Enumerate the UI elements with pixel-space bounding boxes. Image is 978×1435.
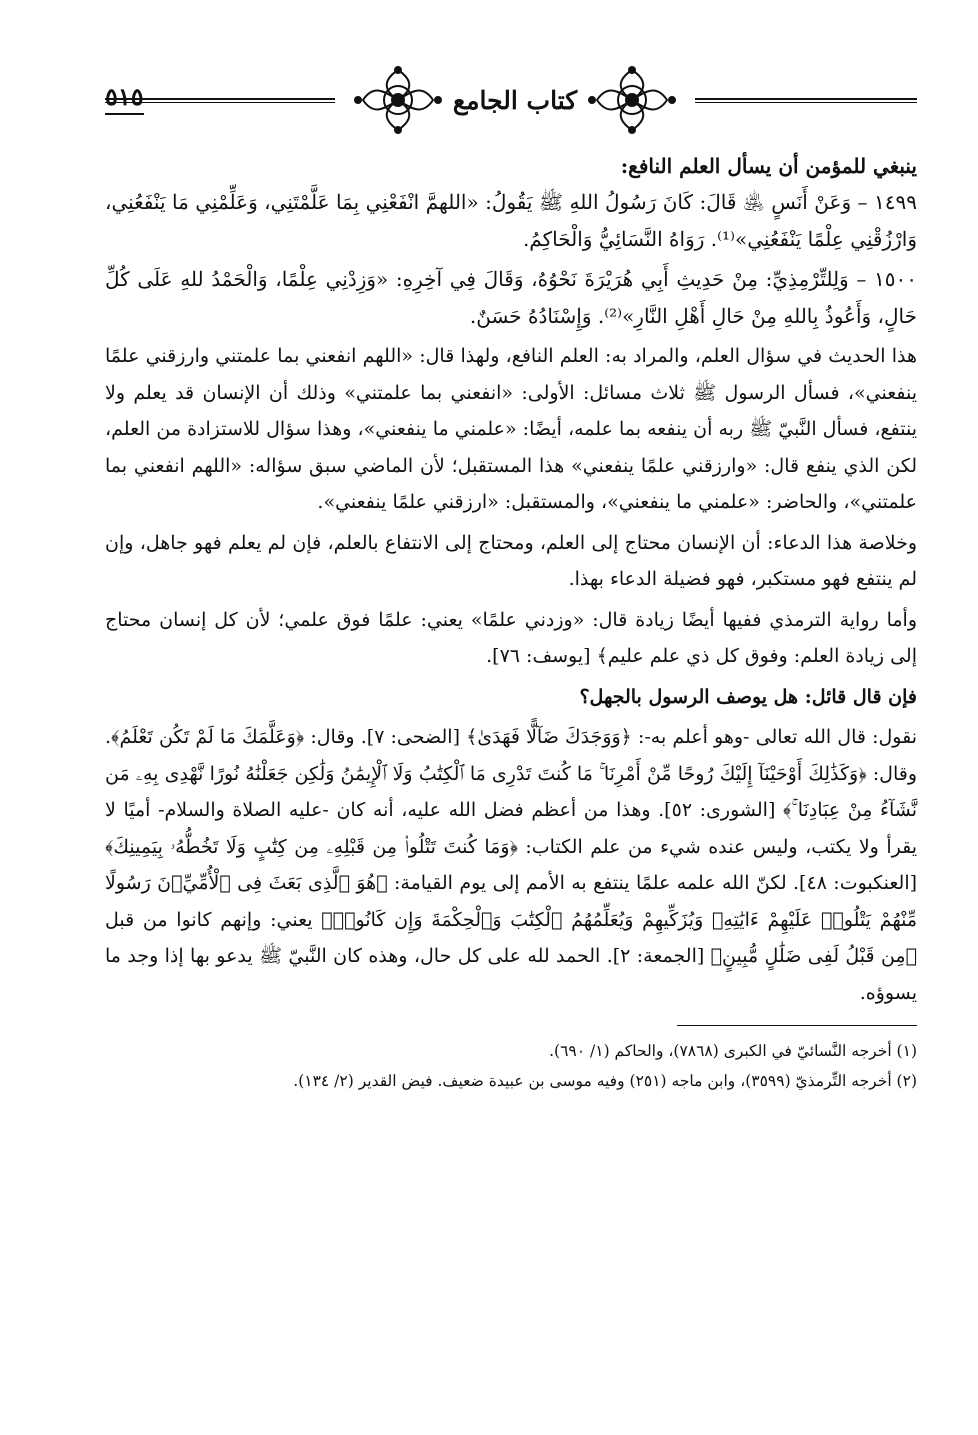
footnote-1: (١) أخرجه النَّسائيّ في الكبرى (٧٨٦٨)، والحاكم (١/ ٦٩٠). — [549, 1042, 917, 1060]
footnote-separator — [677, 1025, 917, 1026]
footnote-2: (٢) أخرجه التِّرمذيّ (٣٥٩٩)، وابن ماجه (٢٥١) وفيه موسى بن عبيدة ضعيف. فيض القدير (٢/ ١٣٤). — [293, 1072, 917, 1090]
section-heading: ينبغي للمؤمن أن يسأل العلم النافع: — [620, 154, 917, 178]
right-ornament-icon — [587, 65, 677, 135]
answer-paragraph: نقول: قال الله تعالى -وهو أعلم به-: ﴿وَوَجَدَكَ ضَآلًّا فَهَدَىٰ﴾ [الضحى: ٧]. وقال: ﴿وَعَلَّمَكَ مَا لَمْ تَكُن تَعْلَمُ﴾. وقال: ﴿وَكَذَٰلِكَ أَوْحَيْنَآ إِلَيْكَ رُوحًا مِّنْ أَمْرِنَا ۚ مَا كُنتَ تَدْرِى مَا ٱلْكِتَٰبُ وَلَا ٱلْإِيمَٰنُ وَلَٰكِن جَعَلْنَٰهُ نُورًا نَّهْدِى بِهِۦ مَن نَّشَآءُ مِنْ عِبَادِنَا ۚ﴾ [الشورى: ٥٢]. وهذا من أعظم فضل الله عليه، أنه كان -عليه الصلاة والسلام- أميًا لا يقرأ ولا يكتب، وليس عنده شيء من علم الكتاب: ﴿وَمَا كُنتَ تَتْلُوا۟ مِن قَبْلِهِۦ مِن كِتَٰبٍ وَلَا تَخُطُّهُۥ بِيَمِينِكَ﴾ [العنكبوت: ٤٨]. لكنّ الله علمه علمًا ينتفع به الأمم إلى يوم القيامة: ﴿هُوَ ٱلَّذِى بَعَثَ فِى ٱلْأُمِّيِّۦنَ رَسُولًا مِّنْهُمْ يَتْلُوا۟ عَلَيْهِمْ ءَايَٰتِهِۦ وَيُزَكِّيهِمْ وَيُعَلِّمُهُمُ ٱلْكِتَٰبَ وَٱلْحِكْمَةَ وَإِن كَانُوا۟﴾ يعني: وإنهم كانوا من قبل ﴿مِن قَبْلُ لَفِى ضَلَٰلٍ مُّبِينٍ﴾ [الجمعة: ٢]. الحمد لله على كل حال، وهذه كان النَّبيّ ﷺ يدعو بها إذا وجد ما يسوؤه. — [105, 726, 918, 1004]
page-title: كتاب الجامع — [443, 86, 587, 115]
hadith-1499: ١٤٩٩ – وَعَنْ أَنَسٍ ﵁ قَالَ: كَانَ رَسُولُ اللهِ ﷺ يَقُولُ: «اللهمَّ انْفَعْنِي بِمَا عَلَّمْتَنِي، وَعَلِّمْنِي مَا يَنْفَعُنِي، وَارْزُقْنِي عِلْمًا يَنْفَعُنِي»⁽¹⁾. رَوَاهُ النَّسَائِيُّ وَالْحَاكِمُ. — [105, 190, 917, 251]
hadith-1500: ١٥٠٠ – وَلِلتِّرْمِذِيِّ: مِنْ حَدِيثِ أَبِي هُرَيْرَةَ نَحْوُهُ، وَقَالَ فِي آخِرِهِ: «وَزِدْنِي عِلْمًا، وَالْحَمْدُ للهِ عَلَى كُلِّ حَالٍ، وَأَعُوذُ بِاللهِ مِنْ حَالِ أَهْلِ النَّارِ»⁽²⁾. وَإِسْنَادُهُ حَسَنٌ. — [105, 267, 917, 328]
page-number: ٥١٥ — [105, 82, 144, 115]
title-cartouche — [335, 60, 695, 140]
commentary-paragraph: وخلاصة هذا الدعاء: أن الإنسان محتاج إلى العلم، ومحتاج إلى الانتفاع بالعلم، فإن لم يعلم فهو جاهل، وإن لم ينتفع فهو مستكبر، فهو فضيلة الدعاء بهذا. — [105, 531, 917, 590]
document-page — [105, 60, 917, 1096]
commentary-paragraph: هذا الحديث في سؤال العلم، والمراد به: العلم النافع، ولهذا قال: «اللهم انفعني بما علمتني وارزقني علمًا ينفعني»، فسأل الرسول ﷺ ثلاث مسائل: الأولى: «انفعني بما علمتني» وذلك أن الإنسان قد يعلم ولا ينتفع، فسأل النَّبيّ ﷺ ربه أن ينفعه بما علمه، أيضًا: «علمني ما ينفعني»، وهذا سؤال للاستزادة من العلم، لكن الذي ينفع قال: «وارزقني علمًا ينفعني» هذا المستقبل؛ لأن الماضي سبق سؤاله: «اللهم انفعني بما علمتني»، والحاضر: «علمني ما ينفعني»، والمستقبل: «ارزقني علمًا ينفعني». — [105, 345, 917, 513]
left-ornament-icon — [353, 65, 443, 135]
question-line: فإن قال قائل: هل يوصف الرسول بالجهل؟ — [579, 685, 917, 708]
commentary-paragraph: وأما رواية الترمذي ففيها أيضًا زيادة قال: «وزدني علمًا» يعني: علمًا فوق علمي؛ لأن كل إنسان محتاج إلى زيادة العلم: وفوق كل ذي علم عليم﴾ [يوسف: ٧٦]. — [105, 608, 917, 667]
page-header — [105, 60, 917, 150]
